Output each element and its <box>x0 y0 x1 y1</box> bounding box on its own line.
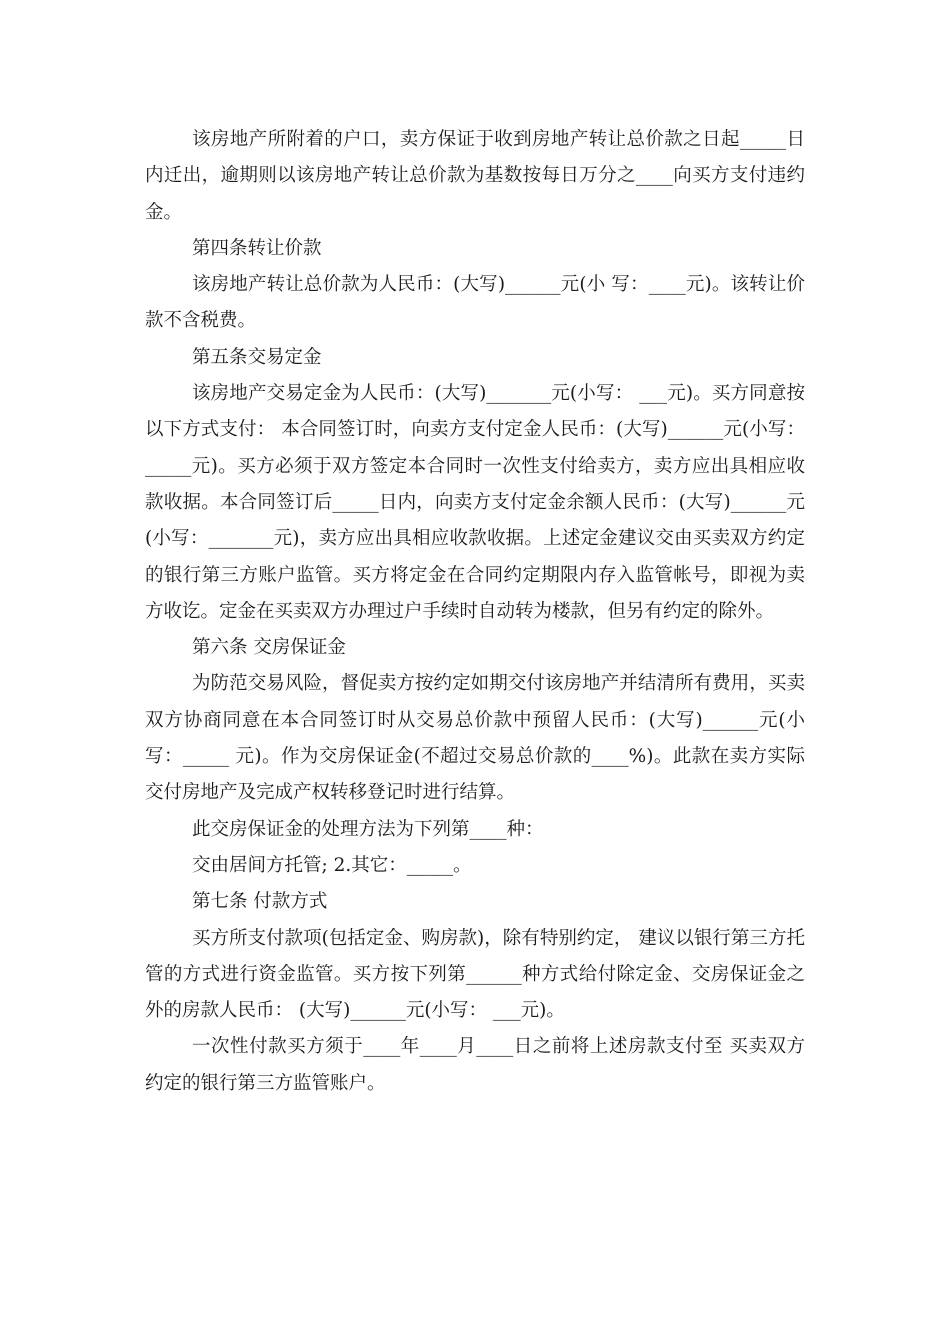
heading-article-7: 第七条 付款方式 <box>192 891 328 913</box>
paragraph-guarantee-options: 交由居间方托管; 2.其它：_____。 <box>192 854 472 876</box>
document-body <box>145 122 805 1102</box>
heading-article-6: 第六条 交房保证金 <box>192 637 346 659</box>
heading-article-5: 第五条交易定金 <box>192 346 322 368</box>
paragraph-transfer-price: 该房地产转让总价款为人民币：(大写)______元(小 写：____元)。该转让价款不含税费。 <box>145 274 805 332</box>
paragraph-household-registration: 该房地产所附着的户口，卖方保证于收到房地产转让总价款之日起_____日内迁出，逾期则以该房地产转让总价款为基数按每日万分之____向买方支付违约金。 <box>145 129 805 223</box>
paragraph-deposit: 该房地产交易定金为人民币：(大写)_______元(小写： ___元)。买方同意按以下方式支付： 本合同签订时，向卖方支付定金人民币：(大写)______元(小写：_____元)。买方必须于双方签定本合同时一次性支付给卖方，卖方应出具相应收款收据。本合同签订后_____日内，向卖方支付定金余额人民币：(大写)______元(小写：_______元)，卖方应出具相应收款收据。上述定金建议交由买卖双方约定的银行第三方账户监管。买方将定金在合同约定期限内存入监管帐号，即视为卖方收讫。定金在买卖双方办理过户手续时自动转为楼款，但另有约定的除外。 <box>145 383 805 622</box>
heading-article-4: 第四条转让价款 <box>192 237 322 259</box>
paragraph-handover-guarantee: 为防范交易风险，督促卖方按约定如期交付该房地产并结清所有费用，买卖双方协商同意在本合同签订时从交易总价款中预留人民币：(大写)______元(小写：_____ 元)。作为交房保证金(不超过交易总价款的____%)。此款在卖方实际交付房地产及完成产权转移登记时进行结算。 <box>145 673 805 804</box>
paragraph-guarantee-method: 此交房保证金的处理方法为下列第____种： <box>192 818 544 840</box>
paragraph-payment-method: 买方所支付款项(包括定金、购房款)，除有特别约定， 建议以银行第三方托管的方式进行资金监管。买方按下列第______种方式给付除定金、交房保证金之外的房款人民币： (大写)______元(小写： ___元)。 <box>145 927 805 1022</box>
paragraph-lump-sum-payment: 一次性付款买方须于____年____月____日之前将上述房款支付至 买卖双方约定的银行第三方监管账户。 <box>145 1036 805 1094</box>
